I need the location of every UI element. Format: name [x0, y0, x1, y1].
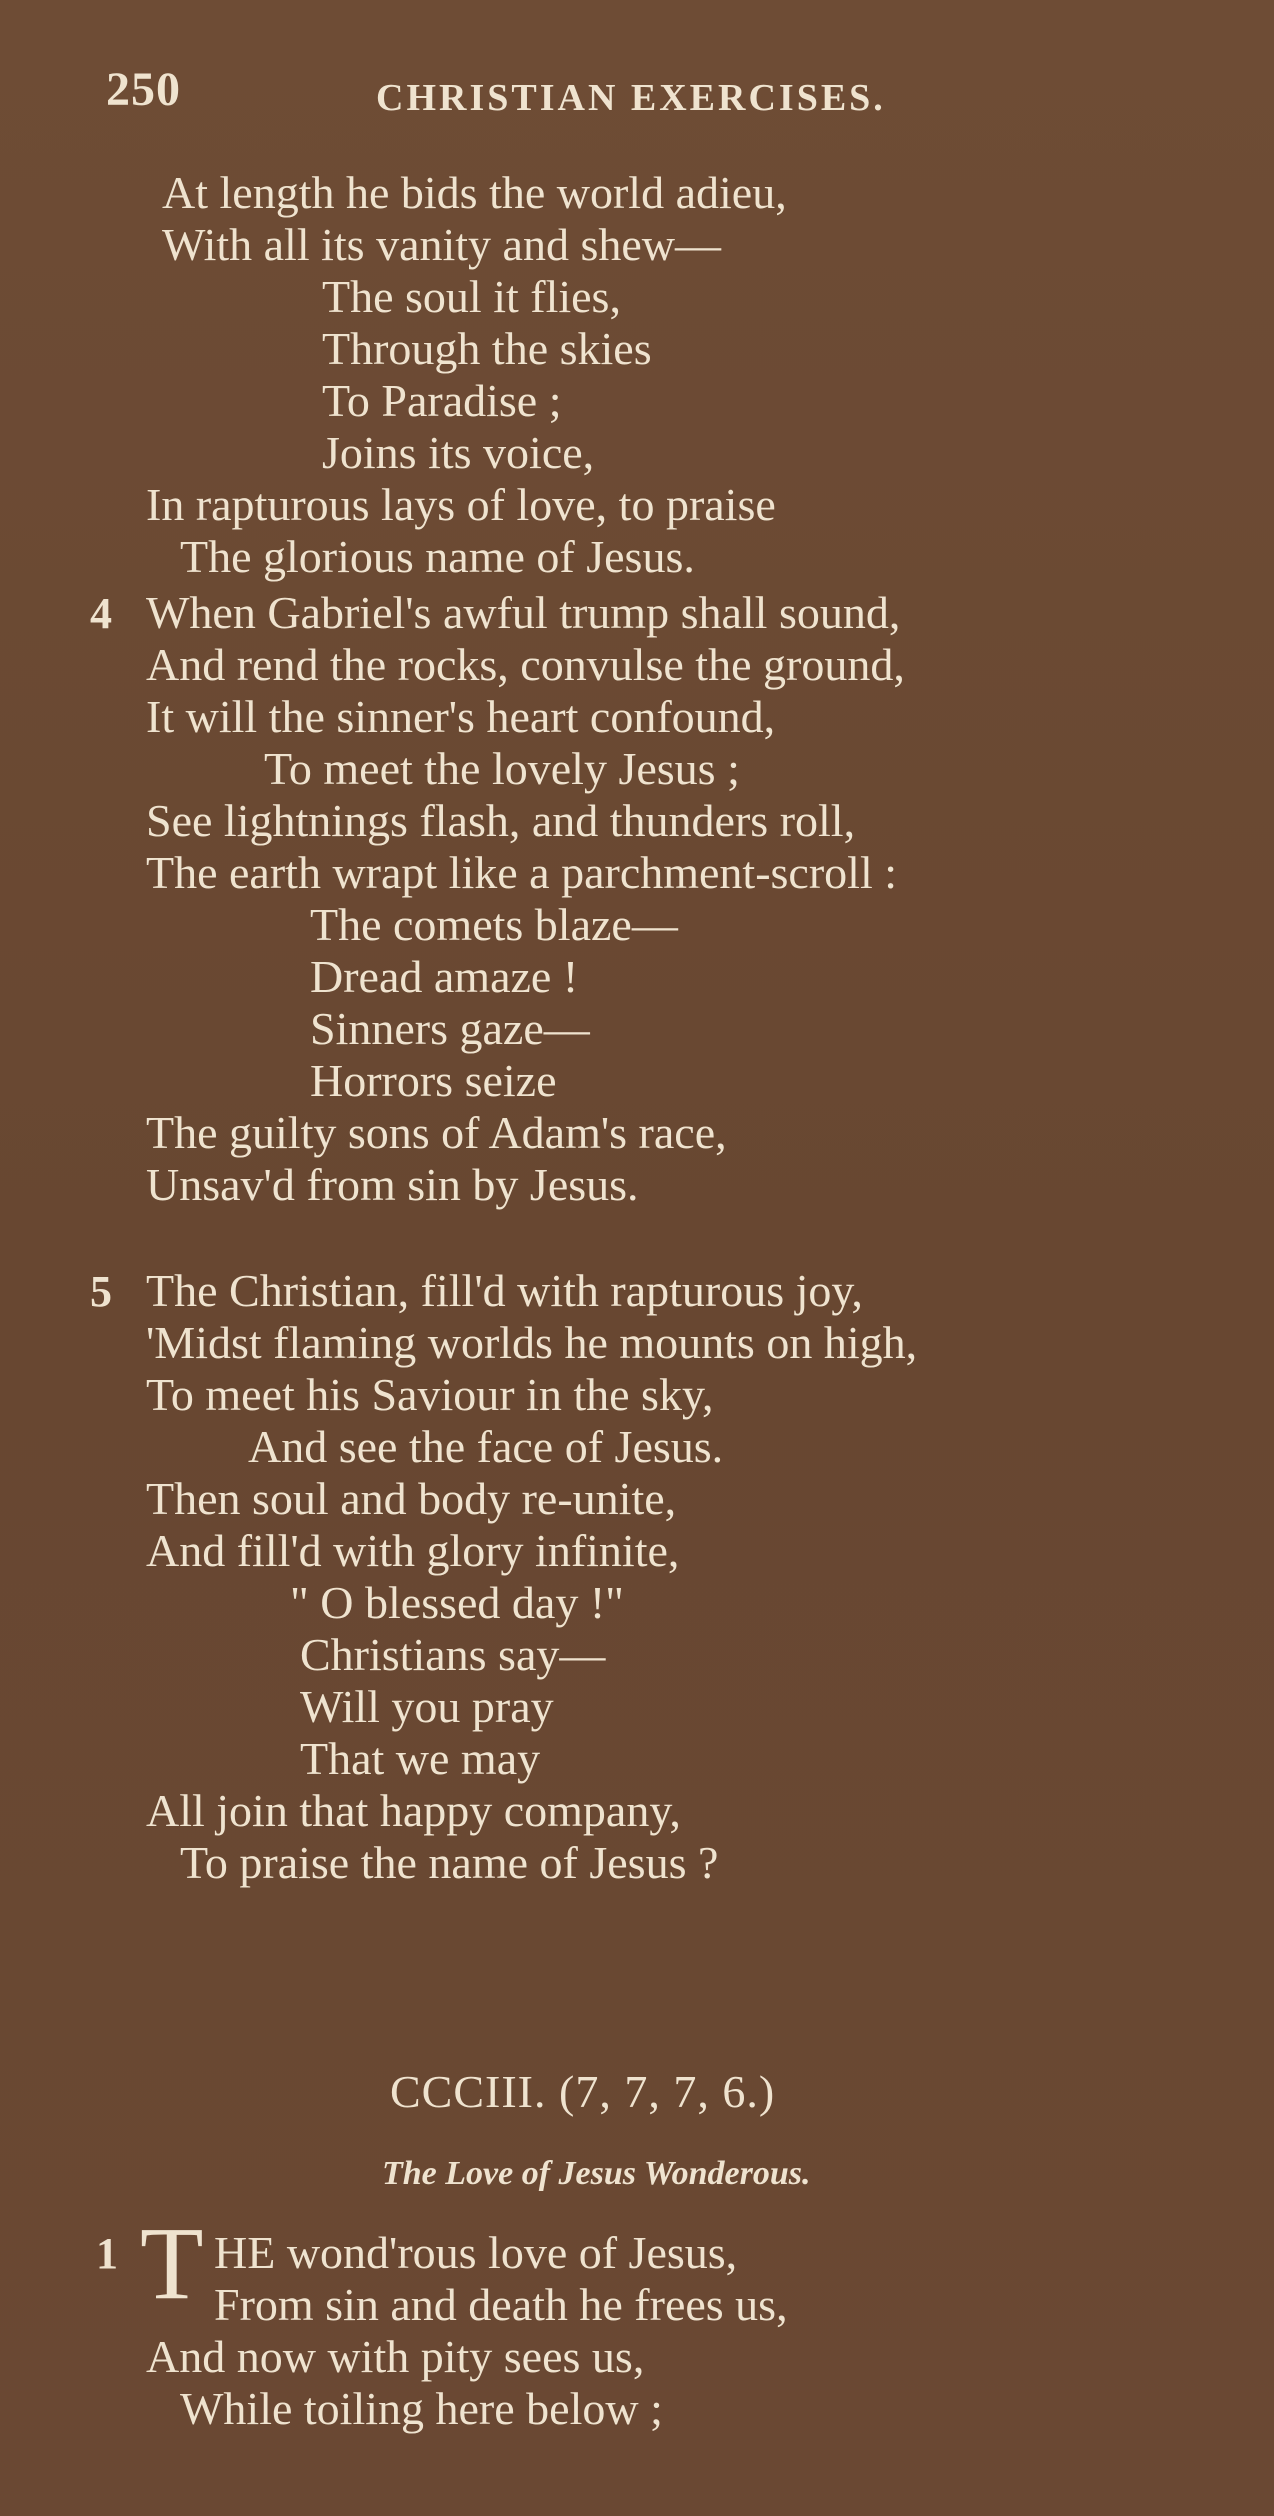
- hymn-heading: CCCIII. (7, 7, 7, 6.): [390, 2066, 776, 2117]
- verse-line: While toiling here below ;: [180, 2383, 663, 2434]
- verse-line: And now with pity sees us,: [146, 2331, 645, 2382]
- verse-line: To Paradise ;: [322, 375, 562, 426]
- verse-line: See lightnings flash, and thunders roll,: [146, 795, 856, 846]
- verse-line: To meet the lovely Jesus ;: [264, 743, 740, 794]
- verse-line: " O blessed day !": [290, 1577, 624, 1628]
- verse-line: From sin and death he frees us,: [214, 2279, 788, 2330]
- verse-line: The Christian, fill'd with rapturous joy,: [146, 1265, 863, 1316]
- verse-line: To meet his Saviour in the sky,: [146, 1369, 714, 1420]
- verse-line: Horrors seize: [310, 1055, 557, 1106]
- verse-line: Christians say—: [300, 1629, 606, 1680]
- page-header: [106, 62, 1186, 132]
- verse-line: HE wond'rous love of Jesus,: [214, 2227, 738, 2278]
- verse-line: Unsav'd from sin by Jesus.: [146, 1159, 639, 1210]
- verse-line: The soul it flies,: [322, 271, 621, 322]
- running-title: CHRISTIAN EXERCISES.: [376, 77, 886, 119]
- verse-line: It will the sinner's heart confound,: [146, 691, 776, 742]
- verse-line: Dread amaze !: [310, 951, 579, 1002]
- verse-line: Then soul and body re-unite,: [146, 1473, 677, 1524]
- hymn-subtitle: The Love of Jesus Wonderous.: [382, 2155, 811, 2192]
- verse-line: The glorious name of Jesus.: [180, 531, 695, 582]
- verse-line: The guilty sons of Adam's race,: [146, 1107, 727, 1158]
- verse-line: Through the skies: [322, 323, 652, 374]
- verse-line: That we may: [300, 1733, 541, 1784]
- verse-line: And see the face of Jesus.: [248, 1421, 724, 1472]
- verse-line: The comets blaze—: [310, 899, 678, 950]
- verse-line: And rend the rocks, convulse the ground,: [146, 639, 905, 690]
- verse-line: The earth wrapt like a parchment-scroll :: [146, 847, 898, 898]
- page-number: 250: [106, 63, 181, 116]
- verse-line: Will you pray: [300, 1681, 554, 1732]
- verse-line: 'Midst flaming worlds he mounts on high,: [146, 1317, 918, 1368]
- verse-line: Joins its voice,: [322, 427, 595, 478]
- verse-line: All join that happy company,: [146, 1785, 681, 1836]
- verse-line: Sinners gaze—: [310, 1003, 590, 1054]
- drop-cap: T: [140, 2206, 204, 2321]
- verse-line: With all its vanity and shew—: [162, 219, 722, 270]
- verse-line: When Gabriel's awful trump shall sound,: [146, 587, 901, 638]
- verse-line: In rapturous lays of love, to praise: [146, 479, 776, 530]
- verse-line: To praise the name of Jesus ?: [180, 1837, 719, 1888]
- stanza-number: 1: [96, 2229, 118, 2278]
- stanza-number: 4: [90, 589, 112, 638]
- verse-line: At length he bids the world adieu,: [162, 167, 787, 218]
- verse-line: And fill'd with glory infinite,: [146, 1525, 680, 1576]
- stanza-number: 5: [90, 1267, 112, 1316]
